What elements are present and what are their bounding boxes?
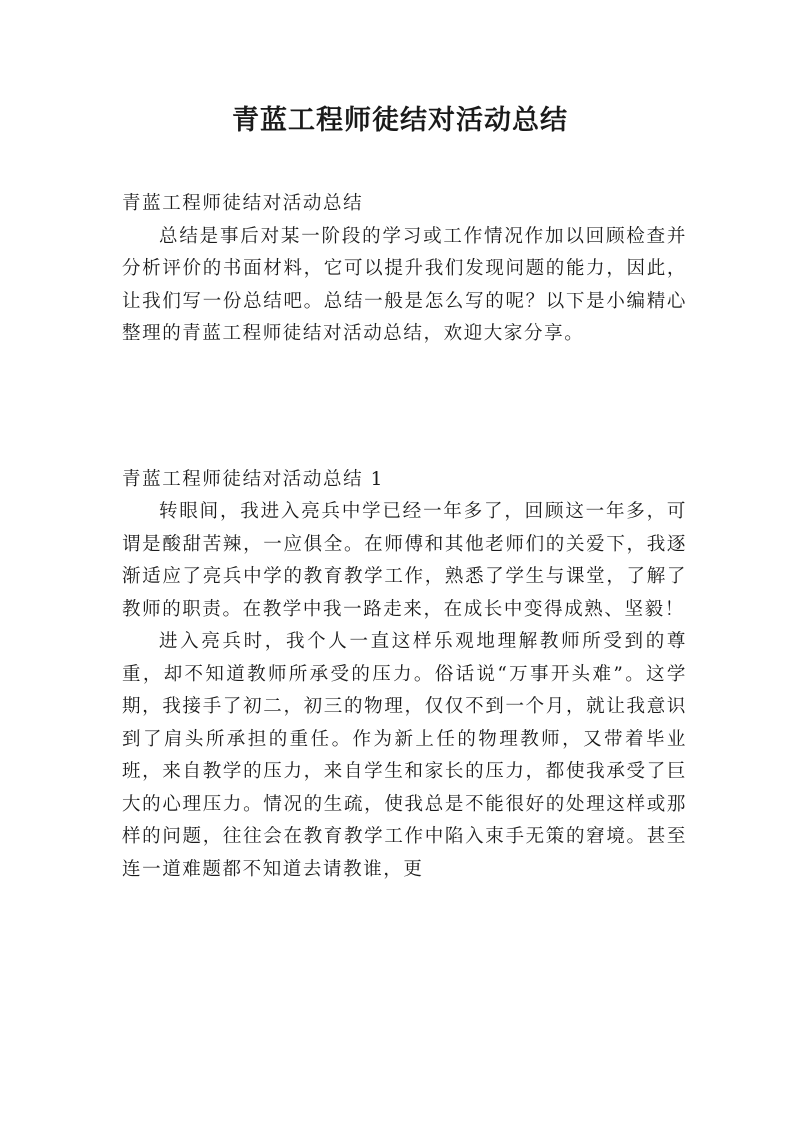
intro-heading: 青蓝工程师徒结对活动总结 <box>122 193 364 214</box>
document-title: 青蓝工程师徒结对活动总结 <box>232 105 568 136</box>
section-1-heading: 青蓝工程师徒结对活动总结 1 <box>122 468 385 490</box>
section-1-paragraph-1: 转眼间，我进入亮兵中学已经一年多了，回顾这一年多，可谓是酸甜苦辣，一应俱全。在师傅和其他老师们的关爱下，我逐渐适应了亮兵中学的教育教学工作，熟悉了学生与课堂，了解了教师的职责。在教学中我一路走来，在成长中变得成熟、坚毅！ <box>122 501 687 620</box>
section-1-paragraph-2: 进入亮兵时，我个人一直这样乐观地理解教师所受到的尊重，却不知道教师所承受的压力。俗话说“万事开头难”。这学期，我接手了初二，初三的物理，仅仅不到一个月，就让我意识到了肩头所承担的重任。作为新上任的物理教师，又带着毕业班，来自教学的压力，来自学生和家长的压力，都使我承受了巨大的心理压力。情况的生疏，使我总是不能很好的处理这样或那样的问题，往往会在教育教学工作中陷入束手无策的窘境。甚至连一道难题都不知道去请教谁，更 <box>122 631 687 880</box>
document-body <box>122 188 687 886</box>
section-spacer <box>122 351 687 464</box>
intro-paragraph: 总结是事后对某一阶段的学习或工作情况作加以回顾检查并分析评价的书面材料，它可以提升我们发现问题的能力，因此，让我们写一份总结吧。总结一般是怎么写的呢？以下是小编精心整理的青蓝工程师徒结对活动总结，欢迎大家分享。 <box>122 225 687 344</box>
